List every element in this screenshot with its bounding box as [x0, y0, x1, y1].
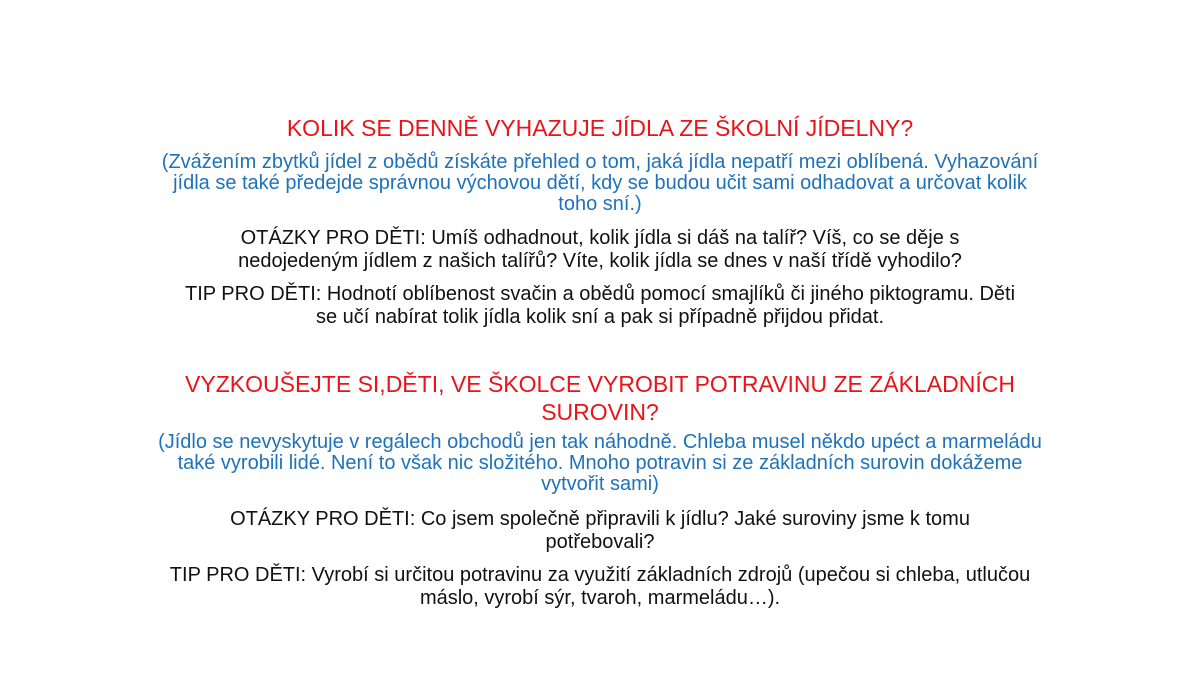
section2-note: (Jídlo se nevyskytuje v regálech obchodů jen tak náhodně. Chleba musel někdo upéct a marmeládu také vyrobili lidé. Není to však nic složitého. Mnoho potravin si ze základních surovin dokážeme vytvořit sami)	[158, 431, 1042, 495]
slide-content	[140, 0, 1060, 675]
section2-questions: OTÁZKY PRO DĚTI: Co jsem společně připravili k jídlu? Jaké suroviny jsme k tomu potřebovali?	[230, 508, 970, 553]
section1-questions: OTÁZKY PRO DĚTI: Umíš odhadnout, kolik jídla si dáš na talíř? Víš, co se děje s nedojedeným jídlem z našich talířů? Víte, kolik jídla se dnes v naší třídě vyhodilo?	[238, 227, 962, 272]
section1-note: (Zvážením zbytků jídel z obědů získáte přehled o tom, jaká jídla nepatří mezi oblíbená. Vyhazování jídla se také předejde správnou výchovou dětí, kdy se budou učit sami odhadovat a určovat kolik toho sní.)	[161, 151, 1039, 215]
section2-heading: VYZKOUŠEJTE SI,DĚTI, VE ŠKOLCE VYROBIT POTRAVINU ZE ZÁKLADNÍCH SUROVIN?	[185, 371, 1015, 425]
section2-tip: TIP PRO DĚTI: Vyrobí si určitou potravinu za využití základních zdrojů (upečou si chleba, utlučou máslo, vyrobí sýr, tvaroh, marmeládu…).	[169, 564, 1031, 609]
section1-tip: TIP PRO DĚTI: Hodnotí oblíbenost svačin a obědů pomocí smajlíků či jiného piktogramu. Děti se učí nabírat tolik jídla kolik sní a pak si případně přijdou přidat.	[184, 283, 1016, 328]
section1-heading: KOLIK SE DENNĚ VYHAZUJE JÍDLA ZE ŠKOLNÍ JÍDELNY?	[286, 115, 914, 141]
